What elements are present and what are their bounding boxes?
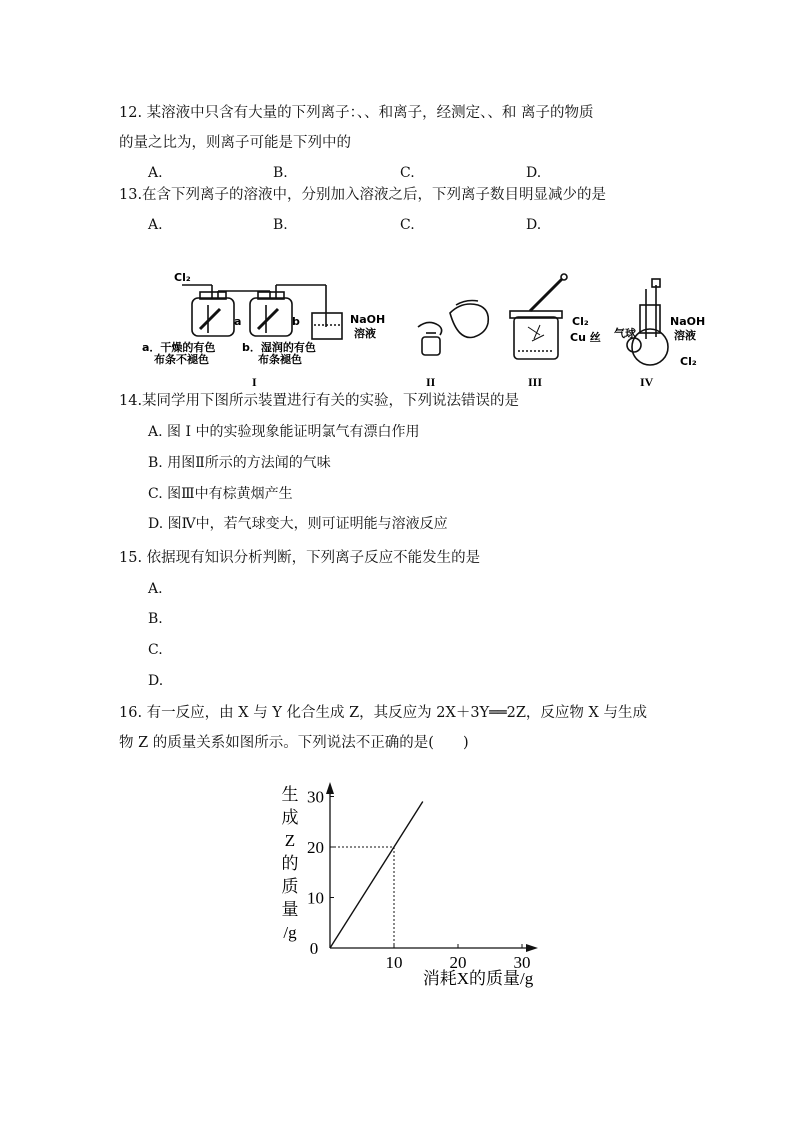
roman-label-1: I bbox=[252, 375, 257, 389]
q16-line1: 16. 有一反应，由 X 与 Y 化合生成 Z，其反应为 2X＋3Y══2Z，反应物 X 与生成 bbox=[119, 705, 647, 721]
q13-option-a: A. bbox=[148, 217, 163, 233]
naoh-label-4: NaOH bbox=[670, 315, 706, 328]
roman-label-2: II bbox=[426, 375, 436, 389]
q14-option-d: D. 图Ⅳ中，若气球变大，则可证明能与溶液反应 bbox=[148, 516, 448, 532]
note-a-line2: 布条不褪色 bbox=[154, 353, 209, 366]
y-axis-label-char: /g bbox=[283, 923, 297, 942]
x-axis-arrow bbox=[526, 944, 538, 952]
note-b-line1: b．湿润的有色 bbox=[242, 341, 316, 354]
apparatus-2 bbox=[418, 301, 488, 356]
q14-option-b: B. 用图Ⅱ所示的方法闻的气味 bbox=[148, 455, 331, 471]
mass-relation-chart bbox=[270, 770, 560, 1000]
q13-option-b: B. bbox=[273, 217, 288, 233]
cl2-label-3: Cl₂ bbox=[572, 315, 589, 328]
q15-option-c: C. bbox=[148, 642, 163, 658]
q14-stem: 14.某同学用下图所示装置进行有关的实验，下列说法错误的是 bbox=[119, 393, 520, 409]
bottle-a-label: a bbox=[234, 315, 242, 328]
y-axis-label-char: 的 bbox=[281, 854, 299, 873]
apparatus-figure bbox=[130, 265, 730, 393]
q13-line1: 13.在含下列离子的溶液中，分别加入溶液之后，下列离子数目明显减少的是 bbox=[119, 187, 607, 203]
note-a-line1: a．干燥的有色 bbox=[142, 341, 216, 354]
y-tick-label: 10 bbox=[307, 888, 324, 908]
q15-stem: 15. 依据现有知识分析判断，下列离子反应不能发生的是 bbox=[119, 550, 481, 566]
q14-option-c: C. 图Ⅲ中有棕黄烟产生 bbox=[148, 486, 293, 502]
solution-label-1: 溶液 bbox=[354, 327, 376, 340]
q12-option-b: B. bbox=[273, 165, 288, 181]
q15-option-b: B. bbox=[148, 611, 163, 627]
apparatus-4 bbox=[627, 279, 668, 365]
q16-line2: 物 Z 的质量关系如图所示。下列说法不正确的是( ) bbox=[119, 735, 469, 751]
q12-line2: 的量之比为，则离子可能是下列中的 bbox=[119, 135, 351, 151]
x-tick-label: 30 bbox=[513, 953, 531, 972]
cu-wire-label: Cu 丝 bbox=[570, 331, 601, 344]
roman-label-3: III bbox=[528, 375, 543, 389]
x-axis-label: 消耗X的质量/g bbox=[422, 969, 534, 988]
y-axis-label-char: 成 bbox=[281, 808, 299, 827]
apparatus-3 bbox=[510, 274, 567, 359]
x-tick-label: 20 bbox=[449, 953, 467, 972]
q14-option-a: A. 图 I 中的实验现象能证明氯气有漂白作用 bbox=[148, 424, 420, 440]
q12-option-a: A. bbox=[148, 165, 163, 181]
note-b-line2: 布条褪色 bbox=[258, 353, 302, 366]
bottle-b-label: b bbox=[292, 315, 300, 328]
origin-label: 0 bbox=[309, 939, 319, 958]
q15-option-a: A. bbox=[148, 581, 163, 597]
series-line bbox=[330, 802, 423, 948]
q13-option-c: C. bbox=[400, 217, 415, 233]
q12-option-c: C. bbox=[400, 165, 415, 181]
y-axis-label-char: 质 bbox=[281, 877, 299, 896]
y-tick-label: 20 bbox=[307, 838, 324, 857]
naoh-label-1: NaOH bbox=[350, 313, 386, 326]
y-axis-label-char: 量 bbox=[281, 900, 299, 919]
y-axis-label-char: 生 bbox=[281, 785, 299, 804]
cl2-label-1: Cl₂ bbox=[174, 271, 191, 284]
y-axis-arrow bbox=[326, 782, 334, 794]
solution-label-4: 溶液 bbox=[674, 329, 696, 342]
q12-line1: 12. 某溶液中只含有大量的下列离子：、、和离子，经测定、、和 离子的物质 bbox=[119, 105, 594, 121]
x-tick-label: 10 bbox=[385, 953, 403, 972]
roman-label-4: IV bbox=[640, 375, 654, 389]
balloon-label: 气球 bbox=[614, 327, 636, 340]
cl2-label-4: Cl₂ bbox=[680, 355, 697, 368]
q12-option-d: D. bbox=[526, 165, 542, 181]
y-tick-label: 30 bbox=[307, 787, 324, 807]
q13-option-d: D. bbox=[526, 217, 542, 233]
apparatus-1 bbox=[182, 285, 342, 339]
q15-option-d: D. bbox=[148, 673, 164, 689]
y-axis-label-char: Z bbox=[284, 831, 296, 850]
